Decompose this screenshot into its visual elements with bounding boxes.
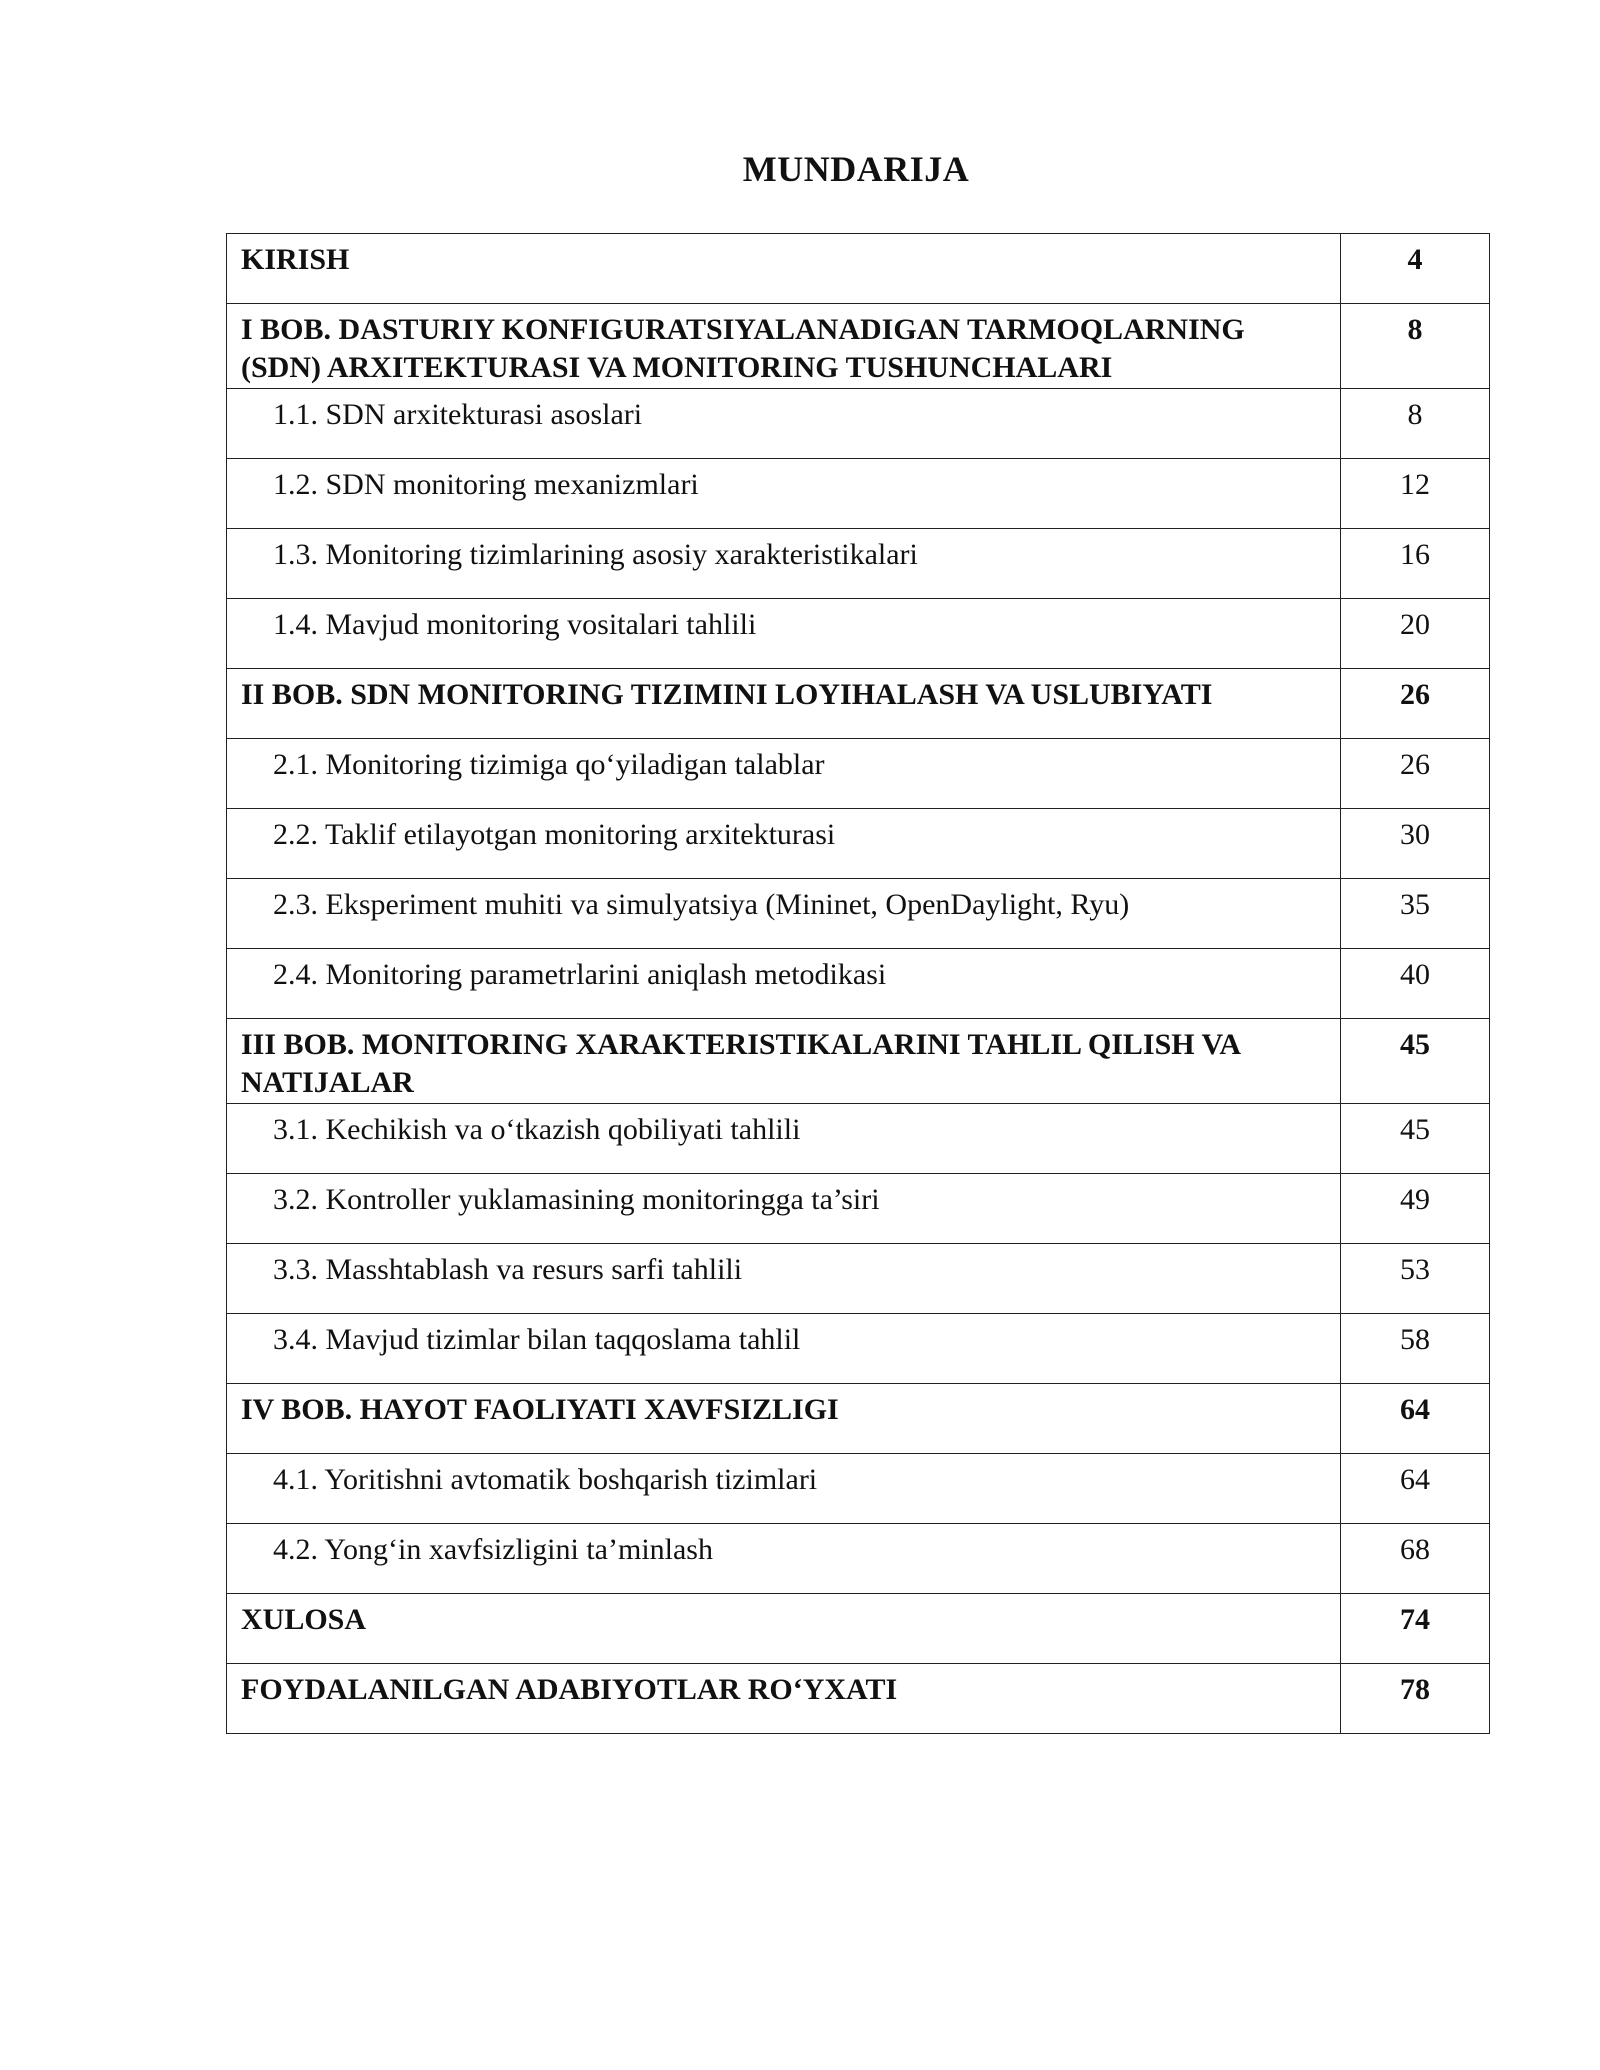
toc-row [227, 1524, 1490, 1594]
toc-row [227, 529, 1490, 599]
toc-entry-page: 20 [1341, 599, 1490, 669]
toc-row [227, 1594, 1490, 1664]
toc-entry-title: 1.3. Monitoring tizimlarining asosiy xarakteristikalari [227, 529, 1341, 599]
toc-entry-page: 49 [1341, 1174, 1490, 1244]
toc-entry-title: I BOB. DASTURIY KONFIGURATSIYALANADIGAN TARMOQLARNING (SDN) ARXITEKTURASI VA MONITORING TUSHUNCHALARI [227, 304, 1341, 389]
toc-entry-title: III BOB. MONITORING XARAKTERISTIKALARINI TAHLIL QILISH VA NATIJALAR [227, 1019, 1341, 1104]
toc-row [227, 1104, 1490, 1174]
toc-entry-page: 26 [1341, 739, 1490, 809]
toc-entry-title: 4.2. Yong‘in xavfsizligini ta’minlash [227, 1524, 1341, 1594]
toc-entry-title: 3.2. Kontroller yuklamasining monitoringga ta’siri [227, 1174, 1341, 1244]
toc-entry-title: 2.1. Monitoring tizimiga qo‘yiladigan talablar [227, 739, 1341, 809]
toc-entry-page: 30 [1341, 809, 1490, 879]
toc-entry-page: 58 [1341, 1314, 1490, 1384]
toc-body [227, 234, 1490, 1734]
toc-row [227, 1384, 1490, 1454]
toc-row [227, 459, 1490, 529]
toc-entry-page: 45 [1341, 1104, 1490, 1174]
toc-entry-page: 78 [1341, 1664, 1490, 1734]
table-of-contents [226, 233, 1490, 1734]
toc-row [227, 234, 1490, 304]
toc-entry-title: 4.1. Yoritishni avtomatik boshqarish tizimlari [227, 1454, 1341, 1524]
toc-entry-page: 12 [1341, 459, 1490, 529]
toc-entry-title: 1.1. SDN arxitekturasi asoslari [227, 389, 1341, 459]
toc-entry-title: FOYDALANILGAN ADABIYOTLAR RO‘YXATI [227, 1664, 1341, 1734]
toc-row [227, 879, 1490, 949]
toc-entry-title: 3.3. Masshtablash va resurs sarfi tahlili [227, 1244, 1341, 1314]
toc-entry-title: 1.4. Mavjud monitoring vositalari tahlili [227, 599, 1341, 669]
toc-entry-title: 2.3. Eksperiment muhiti va simulyatsiya (Mininet, OpenDaylight, Ryu) [227, 879, 1341, 949]
toc-entry-page: 53 [1341, 1244, 1490, 1314]
toc-row [227, 1244, 1490, 1314]
toc-entry-page: 64 [1341, 1384, 1490, 1454]
toc-entry-page: 64 [1341, 1454, 1490, 1524]
toc-row [227, 739, 1490, 809]
toc-entry-title: 3.4. Mavjud tizimlar bilan taqqoslama tahlil [227, 1314, 1341, 1384]
toc-row [227, 1314, 1490, 1384]
toc-row [227, 1019, 1490, 1104]
toc-entry-page: 8 [1341, 304, 1490, 389]
toc-entry-page: 74 [1341, 1594, 1490, 1664]
page-title: MUNDARIJA [742, 149, 970, 189]
toc-entry-title: 2.4. Monitoring parametrlarini aniqlash metodikasi [227, 949, 1341, 1019]
toc-entry-title: 2.2. Taklif etilayotgan monitoring arxitekturasi [227, 809, 1341, 879]
toc-entry-page: 16 [1341, 529, 1490, 599]
toc-row [227, 949, 1490, 1019]
toc-entry-page: 45 [1341, 1019, 1490, 1104]
toc-entry-title: 3.1. Kechikish va o‘tkazish qobiliyati tahlili [227, 1104, 1341, 1174]
toc-row [227, 669, 1490, 739]
toc-row [227, 1664, 1490, 1734]
toc-entry-page: 4 [1341, 234, 1490, 304]
toc-entry-page: 26 [1341, 669, 1490, 739]
toc-entry-title: KIRISH [227, 234, 1341, 304]
toc-entry-title: XULOSA [227, 1594, 1341, 1664]
toc-entry-title: 1.2. SDN monitoring mexanizmlari [227, 459, 1341, 529]
toc-row [227, 389, 1490, 459]
toc-entry-page: 40 [1341, 949, 1490, 1019]
toc-row [227, 809, 1490, 879]
toc-entry-page: 68 [1341, 1524, 1490, 1594]
toc-row [227, 1174, 1490, 1244]
toc-row [227, 1454, 1490, 1524]
toc-entry-title: IV BOB. HAYOT FAOLIYATI XAVFSIZLIGI [227, 1384, 1341, 1454]
toc-entry-page: 8 [1341, 389, 1490, 459]
toc-entry-title: II BOB. SDN MONITORING TIZIMINI LOYIHALASH VA USLUBIYATI [227, 669, 1341, 739]
toc-row [227, 599, 1490, 669]
toc-row [227, 304, 1490, 389]
toc-entry-page: 35 [1341, 879, 1490, 949]
